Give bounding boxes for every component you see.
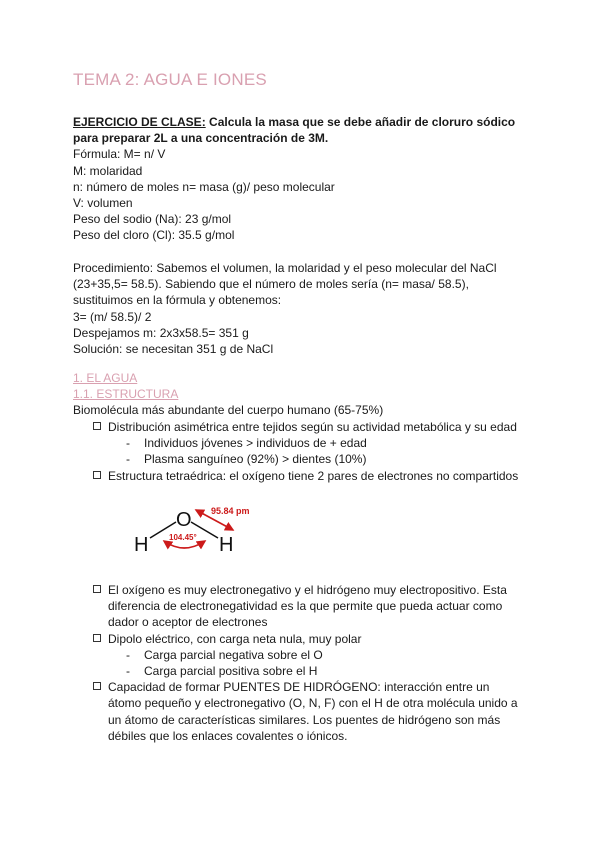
procedure-line: Despejamos m: 2x3x58.5= 351 g <box>73 325 249 340</box>
procedure-block <box>73 260 497 357</box>
procedure-line: 3= (m/ 58.5)/ 2 <box>73 309 152 324</box>
formula-line: Peso del cloro (Cl): 35.5 g/mol <box>73 228 235 243</box>
sub-item <box>93 663 518 679</box>
sub-item <box>93 451 518 467</box>
dash-icon: - <box>126 436 130 451</box>
atom-hydrogen-left: H <box>134 534 149 556</box>
checkbox-icon[interactable] <box>93 585 101 593</box>
structure-list-2 <box>93 582 518 744</box>
sub-item-text: Individuos jóvenes > individuos de + edad <box>144 436 367 451</box>
atom-oxygen: O <box>176 509 192 531</box>
exercise-line-1 <box>73 114 515 130</box>
dash-icon: - <box>126 664 130 679</box>
sub-item-text: Plasma sanguíneo (92%) > dientes (10%) <box>144 452 367 467</box>
sub-item <box>93 647 518 663</box>
list-item-text: un átomo de características similares. Los puentes de hidrógeno son más <box>108 712 501 727</box>
formula-line: V: volumen <box>73 196 133 211</box>
list-item-text: débiles que los enlaces covalentes o iónicos. <box>108 728 348 743</box>
exercise-label: EJERCICIO DE CLASE: <box>73 115 206 129</box>
sub-item-text: Carga parcial negativa sobre el O <box>144 647 323 662</box>
list-item <box>93 582 518 631</box>
bond-length-label: 95.84 pm <box>211 506 250 516</box>
formula-line: M: molaridad <box>73 163 143 178</box>
checkbox-icon[interactable] <box>93 422 101 430</box>
procedure-line: sustituimos en la fórmula y obtenemos: <box>73 293 282 308</box>
procedure-line: Solución: se necesitan 351 g de NaCl <box>73 342 274 357</box>
checkbox-icon[interactable] <box>93 682 101 690</box>
exercise-block <box>73 114 515 244</box>
section-block <box>73 370 383 419</box>
formula-line: Peso del sodio (Na): 23 g/mol <box>73 212 232 227</box>
angle-label: 104.45° <box>169 533 197 542</box>
checkbox-icon[interactable] <box>93 634 101 642</box>
procedure-line: (23+35,5= 58.5). Sabiendo que el número de moles sería (n= masa/ 58.5), <box>73 277 469 292</box>
exercise-text-2: para preparar 2L a una concentración de 3M. <box>73 131 329 146</box>
list-item <box>93 631 518 647</box>
list-item-text: dador o aceptor de electrones <box>108 615 268 630</box>
list-item-text: Estructura tetraédrica: el oxígeno tiene 2 pares de electrones no compartidos <box>108 468 519 483</box>
sub-item-text: Carga parcial positiva sobre el H <box>144 664 318 679</box>
procedure-line: Procedimiento: Sabemos el volumen, la molaridad y el peso molecular del NaCl <box>73 261 497 275</box>
exercise-text-1: Calcula la masa que se debe añadir de cloruro sódico <box>205 115 516 129</box>
section-heading-estructura[interactable]: 1.1. ESTRUCTURA <box>73 387 179 402</box>
formula-line: n: número de moles n= masa (g)/ peso molecular <box>73 179 335 194</box>
list-item-text: Distribución asimétrica entre tejidos según su actividad metabólica y su edad <box>108 420 517 434</box>
dash-icon: - <box>126 647 130 662</box>
list-item <box>93 679 518 744</box>
sub-item <box>93 435 518 451</box>
intro-text: Biomolécula más abundante del cuerpo humano (65-75%) <box>73 403 384 418</box>
dash-icon: - <box>126 452 130 467</box>
water-molecule-diagram <box>128 500 278 560</box>
checkbox-icon[interactable] <box>93 471 101 479</box>
page-title: TEMA 2: AGUA E IONES <box>73 70 267 89</box>
list-item-text: Capacidad de formar PUENTES DE HIDRÓGENO: interacción entre un <box>108 680 490 695</box>
list-item-text: Dipolo eléctrico, con carga neta nula, muy polar <box>108 631 362 646</box>
atom-hydrogen-right: H <box>219 534 234 556</box>
list-item <box>93 468 518 484</box>
list-item-text: átomo pequeño y electronegativo (O, N, F) con el H de otra molécula unido a <box>108 696 518 711</box>
formula-line: Fórmula: M= n/ V <box>73 147 166 162</box>
structure-list-1 <box>93 419 518 484</box>
angle-arrow <box>164 541 205 548</box>
section-heading-el-agua[interactable]: 1. EL AGUA <box>73 371 138 385</box>
list-item <box>93 419 518 435</box>
list-item-text: El oxígeno es muy electronegativo y el hidrógeno muy electropositivo. Esta <box>108 583 507 597</box>
list-item-text: diferencia de electronegatividad es la que permite que pueda actuar como <box>108 599 503 614</box>
